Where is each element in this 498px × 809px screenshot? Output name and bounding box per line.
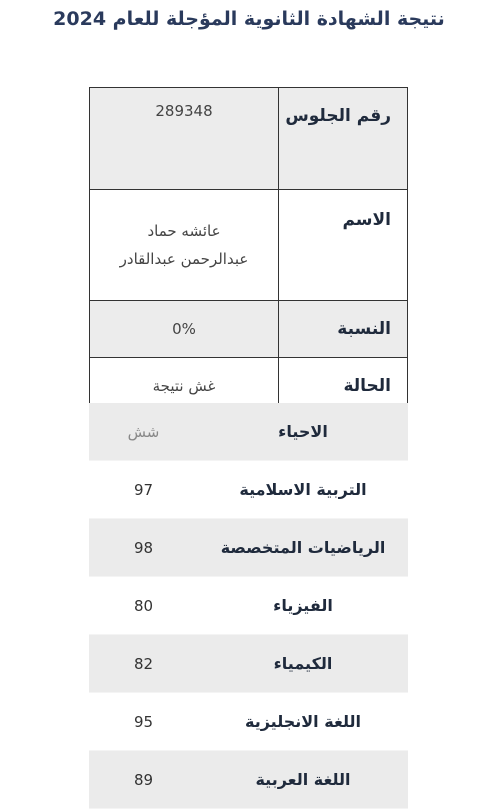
page-title: نتيجة الشهادة الثانوية المؤجلة للعام 2024 [53, 8, 445, 30]
subject-grade: 95 [89, 693, 198, 751]
name-row [90, 190, 408, 301]
subject-name: اللغة العربية [198, 751, 408, 809]
grades-table [89, 403, 408, 809]
name-value [90, 190, 279, 301]
subject-name: اللغة الانجليزية [198, 693, 408, 751]
grade-row [89, 461, 408, 519]
seat-number-row [90, 88, 408, 190]
subject-name: الفيزياء [198, 577, 408, 635]
subject-grade: 97 [89, 461, 198, 519]
name-label: الاسم [279, 190, 408, 301]
grade-row [89, 577, 408, 635]
grades-header-row [89, 403, 408, 461]
subject-name: الكيمياء [198, 635, 408, 693]
seat-number-value: 289348 [90, 88, 279, 190]
subject-grade: 89 [89, 751, 198, 809]
percentage-row [90, 301, 408, 358]
name-first-line: عائشه حماد [147, 222, 221, 240]
percentage-label: النسبة [279, 301, 408, 358]
name-second-line: عبدالرحمن عبدالقادر [119, 250, 249, 268]
subject-name: التربية الاسلامية [198, 461, 408, 519]
subject-grade: 98 [89, 519, 198, 577]
percentage-value: 0% [90, 301, 279, 358]
subject-grade: 80 [89, 577, 198, 635]
status-value: غش نتيجة [90, 358, 279, 414]
grade-row [89, 751, 408, 809]
grade-row [89, 519, 408, 577]
grades-header-subject: الاحياء [198, 403, 408, 461]
subject-grade: 82 [89, 635, 198, 693]
status-label: الحالة [279, 358, 408, 414]
subject-name: الرياضيات المتخصصة [198, 519, 408, 577]
student-info-table [89, 87, 408, 414]
grade-row [89, 693, 408, 751]
seat-number-label: رقم الجلوس [279, 88, 408, 190]
grade-row [89, 635, 408, 693]
grades-header-grade: شش [89, 403, 198, 461]
